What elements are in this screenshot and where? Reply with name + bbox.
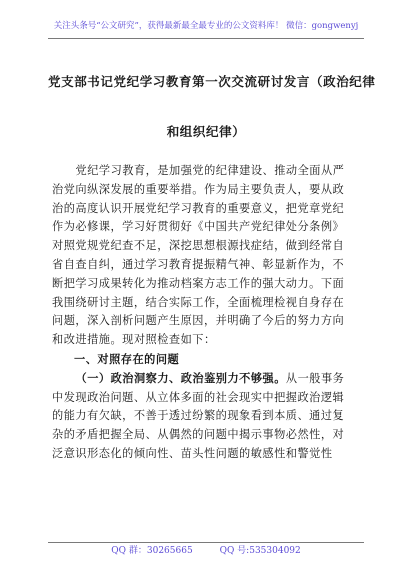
subsection-text: 从一般事务	[285, 371, 345, 385]
body-line: 断把学习成果转化为推动档案方志工作的强大动力。下面	[52, 276, 345, 290]
document-body	[52, 162, 364, 464]
body-line: 泛意识形态化的倾向性、苗头性问题的敏感性和警觉性	[52, 446, 333, 460]
section-heading: 一、对照存在的问题	[74, 351, 180, 366]
subsection-paragraph	[52, 369, 364, 389]
body-line: 和改进措施。现对照检查如下：	[52, 333, 216, 347]
body-line: 我围绕研讨主题，结合实际工作，全面梳理检视自身存在	[52, 295, 345, 309]
body-line: 治党向纵深发展的重要举措。作为局主要负责人，要从政	[52, 182, 345, 196]
page-footer	[48, 542, 364, 561]
body-line: 中发现政治问题、从立体多面的社会现实中把握政治逻辑	[52, 390, 345, 404]
body-line: 问题，深入剖析问题产生原因，并明确了今后的努力方向	[52, 314, 345, 328]
body-line: 省自查自纠，通过学习教育提振精气神、彰显新作为，不	[52, 257, 345, 271]
body-line: 治的高度认识开展党纪学习教育的重要意义，把党章党纪	[52, 201, 345, 215]
footer-qq-number: QQ 号:535304092	[219, 546, 301, 556]
footer-qq-group: QQ 群：30265665	[111, 546, 193, 556]
document-title-line-2: 和组织纪律）	[166, 124, 246, 139]
body-line: 作为必修课，学习好贯彻好《中国共产党纪律处分条例》	[52, 220, 345, 234]
body-line: 党纪学习教育，是加强党的纪律建设、推动全面从严	[75, 164, 345, 177]
document-title-line-1: 党支部书记党纪学习教育第一次交流研讨发言（政治纪律	[48, 74, 376, 89]
body-line: 对照党规党纪查不足，深挖思想根源找症结，做到经常自	[52, 239, 345, 253]
body-line: 杂的矛盾把握全局、从偶然的问题中揭示事物必然性，对	[52, 428, 345, 442]
subsection-heading: （一）政治洞察力、政治鉴别力不够强。	[75, 370, 286, 385]
page-header-note: 关注头条号“公文研究”，获得最新最全最专业的公文资料库！ 微信：gongwenyj	[48, 18, 364, 39]
body-line: 的能力有欠缺，不善于透过纷繁的现象看到本质、通过复	[52, 409, 345, 423]
